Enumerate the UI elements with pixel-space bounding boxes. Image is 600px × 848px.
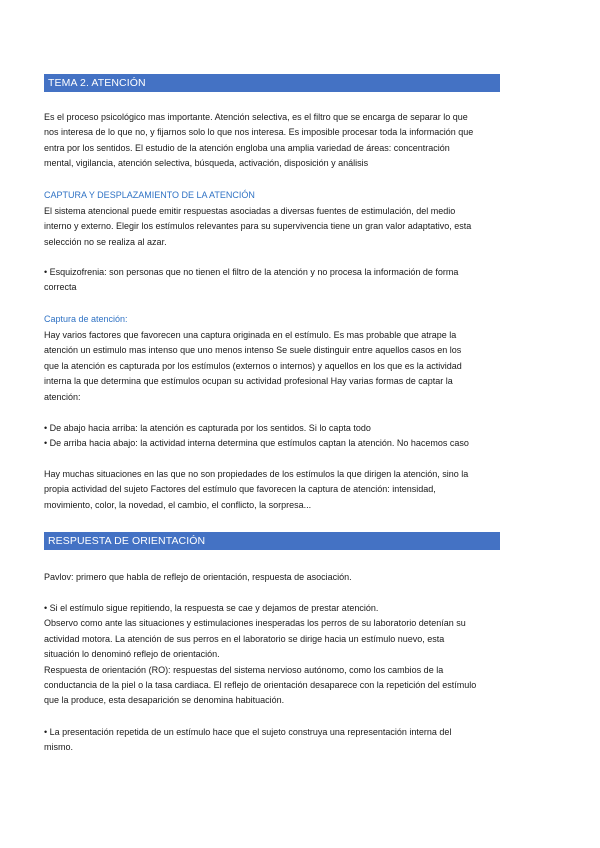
text-line: actividad motora. La atención de sus perros en el laboratorio se dirige hacia un estímulo nuevo, esta [44, 633, 445, 644]
text-line: entra por los sentidos. El estudio de la atención engloba una amplia variedad de áreas: concentración [44, 142, 450, 153]
paragraph-sistema-atencional [44, 204, 534, 250]
text-line: Observo como ante las situaciones y estimulaciones inesperadas los perros de su laboratorio detenían su [44, 618, 466, 629]
text-line: que la produce, esta desaparición se denomina habituación. [44, 695, 285, 706]
subheading-captura-desplazamiento: CAPTURA Y DESPLAZAMIENTO DE LA ATENCIÓN [44, 190, 255, 200]
section-heading-respuesta-orientacion: RESPUESTA DE ORIENTACIÓN [44, 532, 500, 550]
text-line: • Si el estímulo sigue repitiendo, la respuesta se cae y dejamos de prestar atención. [44, 603, 379, 613]
text-line: atención: [44, 391, 81, 402]
list-item: • De abajo hacia arriba: la atención es capturada por los sentidos. Si lo capta todo [44, 423, 371, 433]
paragraph-presentacion-repetida [44, 725, 534, 756]
subheading-captura-atencion: Captura de atención: [44, 314, 128, 324]
text-line: Hay muchas situaciones en las que no son propiedades de los estímulos la que dirigen la atención, sino la [44, 469, 469, 479]
text-line: correcta [44, 282, 77, 293]
bullet-list-captura [44, 421, 534, 452]
intro-paragraph [44, 110, 534, 172]
paragraph-esquizofrenia [44, 265, 534, 296]
text-line: movimiento, color, la novedad, el cambio, el conflicto, la sorpresa... [44, 499, 312, 510]
section-heading-atencion: TEMA 2. ATENCIÓN [44, 74, 500, 92]
text-line: atención un estimulo mas intenso que uno menos intenso Se suele distinguir entre aquellos casos en los [44, 345, 462, 356]
text-line: Hay varios factores que favorecen una captura originada en el estímulo. Es mas probable que atrape la [44, 330, 457, 340]
paragraph-pavlov [44, 570, 534, 585]
paragraph-orientacion [44, 601, 534, 709]
text-line: • Esquizofrenia: son personas que no tienen el filtro de la atención y no procesa la información de forma [44, 267, 459, 277]
text-line: • La presentación repetida de un estímulo hace que el sujeto construya una representación interna del [44, 727, 452, 737]
text-line: que la atención es capturada por los estímulos (externos o internos) y aquellos en los que es la actividad [44, 360, 462, 371]
list-item: • De arriba hacia abajo: la actividad interna determina que estímulos captan la atención. No hacemos caso [44, 438, 469, 449]
paragraph-situaciones [44, 467, 534, 513]
text-line: interna la que determina que estímulos ocupan su actividad profesional Hay varias formas de captar la [44, 376, 453, 387]
text-line: selección no se realiza al azar. [44, 236, 167, 247]
text-line: mismo. [44, 742, 73, 753]
paragraph-factores [44, 328, 534, 405]
text-line: situación lo denominó reflejo de orientación. [44, 649, 220, 660]
text-line: Pavlov: primero que habla de reflejo de orientación, respuesta de asociación. [44, 572, 352, 582]
text-line: propia actividad del sujeto Factores del estímulo que favorecen la captura de atención: intensidad, [44, 484, 436, 495]
text-line: conductancia de la piel o la tasa cardiaca. El reflejo de orientación desaparece con la repetición del estímulo [44, 680, 477, 691]
text-line: mental, vigilancia, atención selectiva, búsqueda, activación, disposición y análisis [44, 158, 369, 169]
text-line: El sistema atencional puede emitir respuestas asociadas a diversas fuentes de estimulación, del medio [44, 206, 456, 216]
text-line: Respuesta de orientación (RO): respuestas del sistema nervioso autónomo, como los cambios de la [44, 664, 444, 675]
text-line: Es el proceso psicológico mas importante. Atención selectiva, es el filtro que se encarga de separar lo que [44, 112, 468, 122]
text-line: nos interesa de lo que no, y fijarnos solo lo que nos interesa. Es imposible procesar toda la información que [44, 127, 474, 138]
text-line: interno y externo. Elegir los estímulos relevantes para su supervivencia tiene un gran valor adaptativo, esta [44, 221, 472, 232]
